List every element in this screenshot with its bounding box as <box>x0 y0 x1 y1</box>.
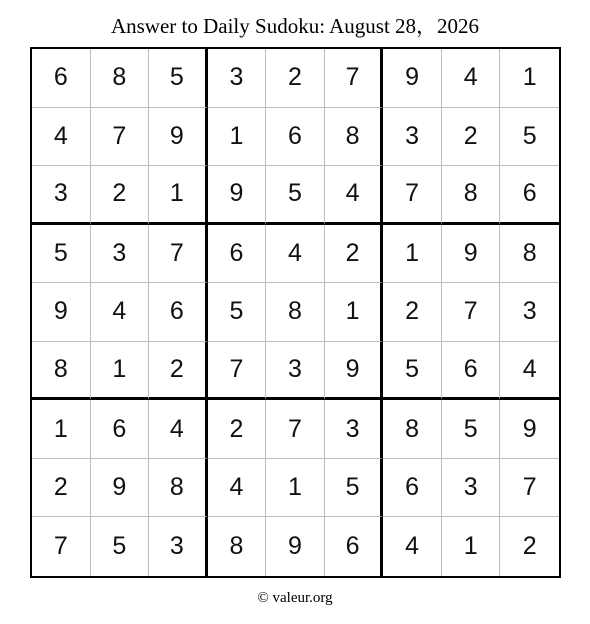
sudoku-cell: 3 <box>266 342 325 401</box>
sudoku-cell: 1 <box>266 459 325 518</box>
sudoku-cell: 1 <box>208 108 267 167</box>
sudoku-cell: 1 <box>383 225 442 284</box>
sudoku-cell: 5 <box>208 283 267 342</box>
sudoku-cell: 4 <box>442 49 501 108</box>
sudoku-cell: 8 <box>266 283 325 342</box>
sudoku-cell: 9 <box>266 517 325 576</box>
sudoku-cell: 4 <box>266 225 325 284</box>
sudoku-cell: 2 <box>266 49 325 108</box>
sudoku-cell: 3 <box>325 400 384 459</box>
sudoku-cell: 1 <box>500 49 559 108</box>
sudoku-cell: 3 <box>383 108 442 167</box>
page-title: Answer to Daily Sudoku: August 28，2026 <box>110 14 480 38</box>
sudoku-cell: 8 <box>383 400 442 459</box>
sudoku-cell: 3 <box>32 166 91 225</box>
sudoku-cell: 8 <box>325 108 384 167</box>
sudoku-cell: 5 <box>383 342 442 401</box>
sudoku-cell: 9 <box>442 225 501 284</box>
sudoku-cell: 4 <box>383 517 442 576</box>
sudoku-cell: 9 <box>149 108 208 167</box>
sudoku-cell: 4 <box>32 108 91 167</box>
sudoku-cell: 6 <box>208 225 267 284</box>
sudoku-cell: 1 <box>149 166 208 225</box>
sudoku-cell: 8 <box>208 517 267 576</box>
sudoku-cell: 8 <box>91 49 150 108</box>
sudoku-cell: 2 <box>325 225 384 284</box>
sudoku-cell: 6 <box>383 459 442 518</box>
sudoku-cell: 6 <box>91 400 150 459</box>
sudoku-cell: 4 <box>325 166 384 225</box>
sudoku-cell: 8 <box>500 225 559 284</box>
sudoku-cell: 6 <box>149 283 208 342</box>
sudoku-cell: 2 <box>383 283 442 342</box>
sudoku-cell: 7 <box>32 517 91 576</box>
sudoku-cell: 5 <box>500 108 559 167</box>
sudoku-cell: 9 <box>383 49 442 108</box>
sudoku-cell: 1 <box>325 283 384 342</box>
sudoku-cell: 7 <box>500 459 559 518</box>
sudoku-cell: 4 <box>500 342 559 401</box>
sudoku-cell: 7 <box>91 108 150 167</box>
sudoku-cell: 9 <box>500 400 559 459</box>
sudoku-cell: 5 <box>325 459 384 518</box>
sudoku-cell: 2 <box>208 400 267 459</box>
copyright-footer: © valeur.org <box>257 590 333 606</box>
sudoku-cell: 6 <box>500 166 559 225</box>
sudoku-cell: 7 <box>266 400 325 459</box>
sudoku-cell: 7 <box>383 166 442 225</box>
sudoku-cell: 6 <box>32 49 91 108</box>
sudoku-cell: 2 <box>32 459 91 518</box>
sudoku-cell: 3 <box>500 283 559 342</box>
sudoku-cell: 8 <box>149 459 208 518</box>
sudoku-cell: 1 <box>442 517 501 576</box>
sudoku-cell: 3 <box>91 225 150 284</box>
sudoku-cell: 3 <box>149 517 208 576</box>
sudoku-cell: 2 <box>149 342 208 401</box>
sudoku-cell: 4 <box>208 459 267 518</box>
sudoku-cell: 4 <box>149 400 208 459</box>
sudoku-cell: 7 <box>149 225 208 284</box>
sudoku-cell: 5 <box>442 400 501 459</box>
sudoku-cell: 2 <box>91 166 150 225</box>
sudoku-cell: 2 <box>522 532 537 561</box>
sudoku-cell: 9 <box>91 459 150 518</box>
sudoku-cell: 2 <box>442 108 501 167</box>
sudoku-cell: 4 <box>91 283 150 342</box>
sudoku-cell: 3 <box>208 49 267 108</box>
sudoku-cell: 6 <box>266 108 325 167</box>
sudoku-cell: 5 <box>91 517 150 576</box>
sudoku-cell: 6 <box>442 342 501 401</box>
sudoku-cell: 9 <box>32 283 91 342</box>
sudoku-cell: 9 <box>208 166 267 225</box>
sudoku-cell: 1 <box>91 342 150 401</box>
sudoku-cell: 5 <box>149 49 208 108</box>
sudoku-cell: 9 <box>325 342 384 401</box>
sudoku-cell: 7 <box>325 49 384 108</box>
sudoku-cell: 5 <box>32 225 91 284</box>
sudoku-cell: 7 <box>442 283 501 342</box>
sudoku-cell: 3 <box>442 459 501 518</box>
sudoku-cell: 7 <box>208 342 267 401</box>
sudoku-cell: 8 <box>442 166 501 225</box>
sudoku-board <box>30 47 561 578</box>
sudoku-cell: 8 <box>32 342 91 401</box>
sudoku-cell: 1 <box>32 400 91 459</box>
sudoku-cell: 5 <box>266 166 325 225</box>
sudoku-cell: 6 <box>325 517 384 576</box>
